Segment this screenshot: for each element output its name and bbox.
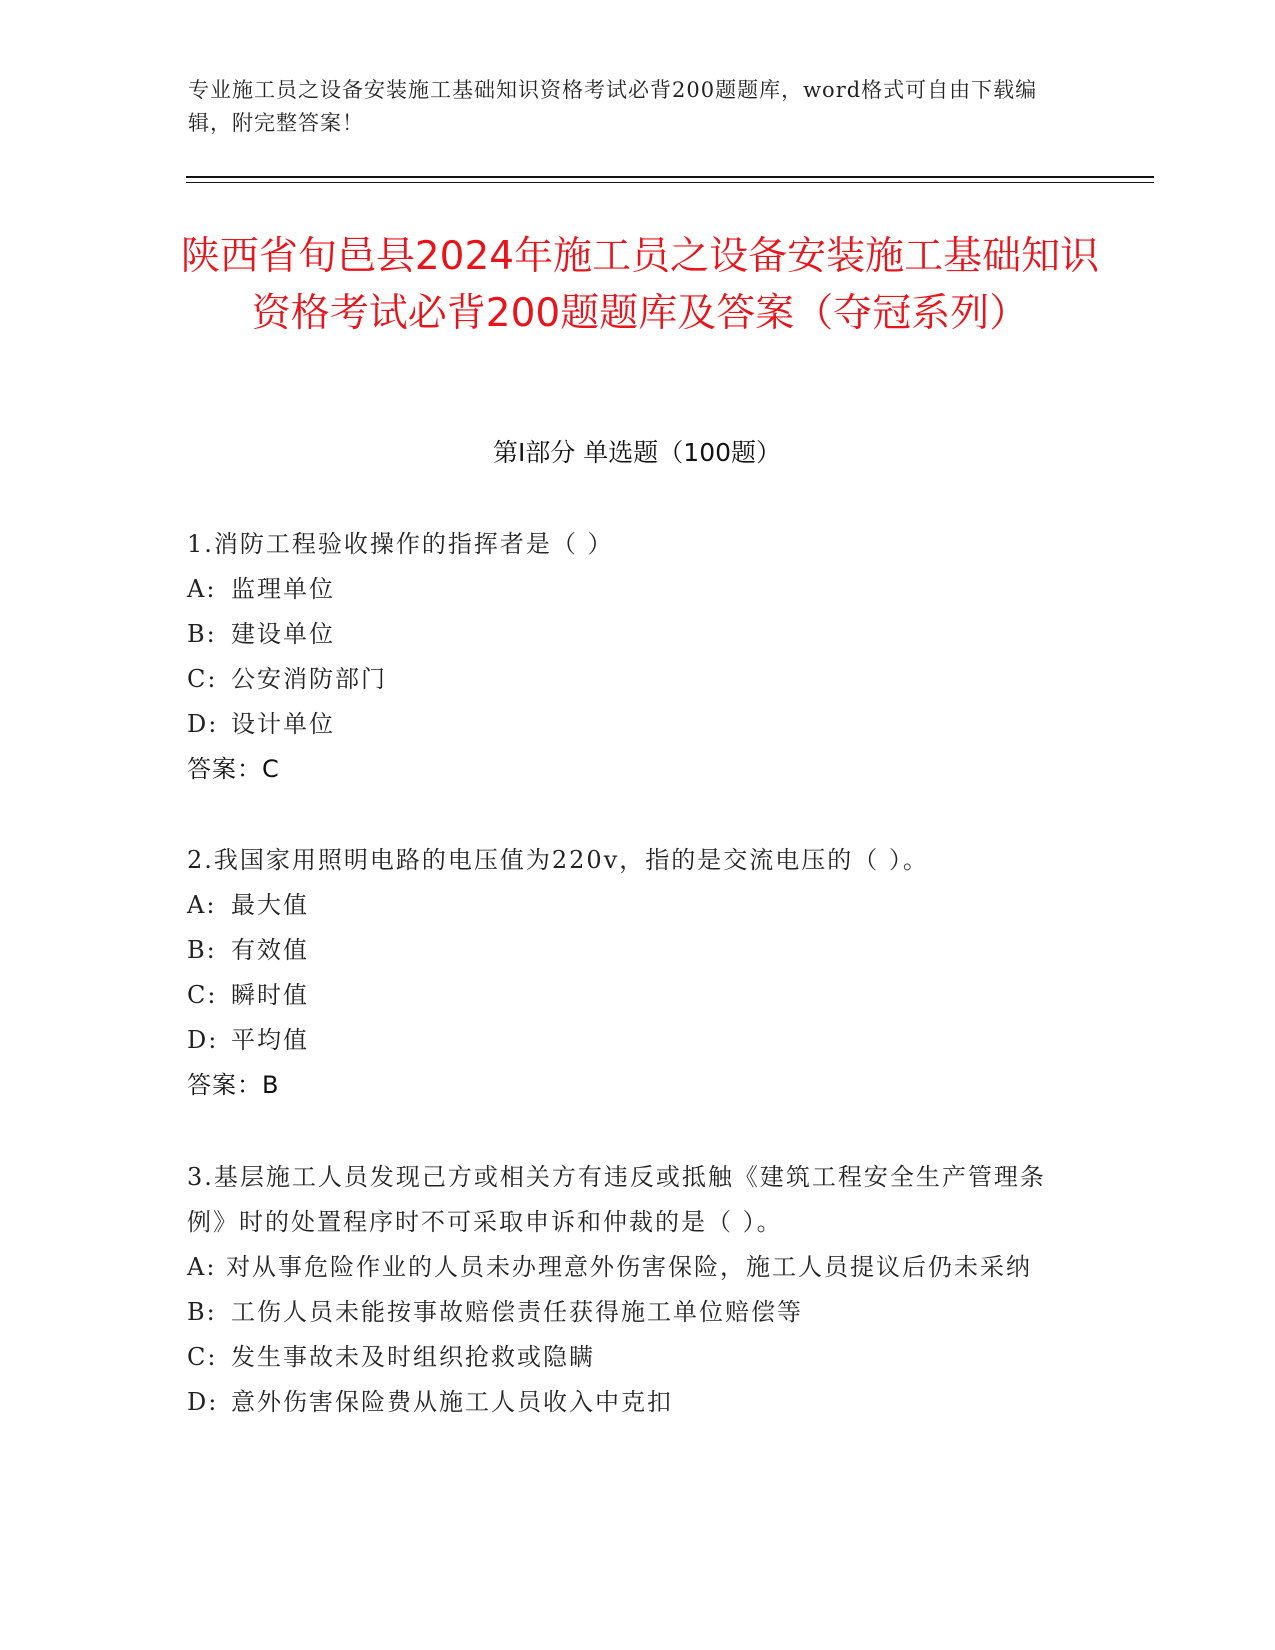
option-key: D: <box>187 1026 219 1054</box>
option-text: 有效值 <box>231 936 309 964</box>
option-key: A: <box>187 1253 217 1281</box>
option-key: B: <box>187 936 217 964</box>
question-stem: 1.消防工程验收操作的指挥者是（ ） <box>187 530 614 558</box>
option-d <box>187 702 1087 747</box>
document-title: 陕西省旬邑县2024年施工员之设备安装施工基础知识资格考试必背200题题库及答案（夺冠系列） <box>180 234 1100 336</box>
option-text: 平均值 <box>231 1026 309 1054</box>
question-stem: 3.基层施工人员发现己方或相关方有违反或抵触《建筑工程安全生产管理条例》时的处置程序时不可采取申诉和仲裁的是（ ）。 <box>187 1163 1046 1236</box>
option-a <box>187 883 1087 928</box>
option-key: C: <box>187 665 218 693</box>
header-divider-thin <box>186 182 1154 183</box>
option-key: D: <box>187 1388 219 1416</box>
option-key: A: <box>187 575 217 603</box>
option-key: B: <box>187 620 217 648</box>
option-d <box>187 1380 1087 1425</box>
option-text: 发生事故未及时组织抢救或隐瞒 <box>231 1343 595 1371</box>
option-c <box>187 1335 1087 1380</box>
option-text: 瞬时值 <box>231 981 309 1009</box>
question-2 <box>187 838 1087 1108</box>
option-text: 工伤人员未能按事故赔偿责任获得施工单位赔偿等 <box>231 1298 803 1326</box>
option-a <box>187 567 1087 612</box>
section-title: 第Ⅰ部分 单选题（100题） <box>492 438 782 467</box>
option-b <box>187 1290 1087 1335</box>
option-text: 最大值 <box>231 891 309 919</box>
option-c <box>187 973 1087 1018</box>
option-b <box>187 612 1087 657</box>
option-d <box>187 1018 1087 1063</box>
option-key: D: <box>187 710 219 738</box>
answer-line: 答案：B <box>187 1071 280 1099</box>
option-key: C: <box>187 1343 218 1371</box>
question-stem: 2.我国家用照明电路的电压值为220v，指的是交流电压的（ ）。 <box>187 846 929 874</box>
option-text: 对从事危险作业的人员未办理意外伤害保险，施工人员提议后仍未采纳 <box>226 1253 1033 1281</box>
option-text: 公安消防部门 <box>231 665 387 693</box>
option-key: B: <box>187 1298 217 1326</box>
answer-line: 答案：C <box>187 755 280 783</box>
header-note: 专业施工员之设备安装施工基础知识资格考试必背200题题库，word格式可自由下载编辑，附完整答案！ <box>188 78 1038 135</box>
question-3 <box>187 1155 1087 1425</box>
option-text: 建设单位 <box>231 620 335 648</box>
option-b <box>187 928 1087 973</box>
question-1 <box>187 522 1087 792</box>
option-c <box>187 657 1087 702</box>
option-key: A: <box>187 891 217 919</box>
header-divider-thick <box>186 176 1154 178</box>
option-text: 设计单位 <box>231 710 335 738</box>
option-key: C: <box>187 981 218 1009</box>
option-text: 监理单位 <box>231 575 335 603</box>
option-text: 意外伤害保险费从施工人员收入中克扣 <box>231 1388 673 1416</box>
option-a <box>187 1245 1057 1290</box>
